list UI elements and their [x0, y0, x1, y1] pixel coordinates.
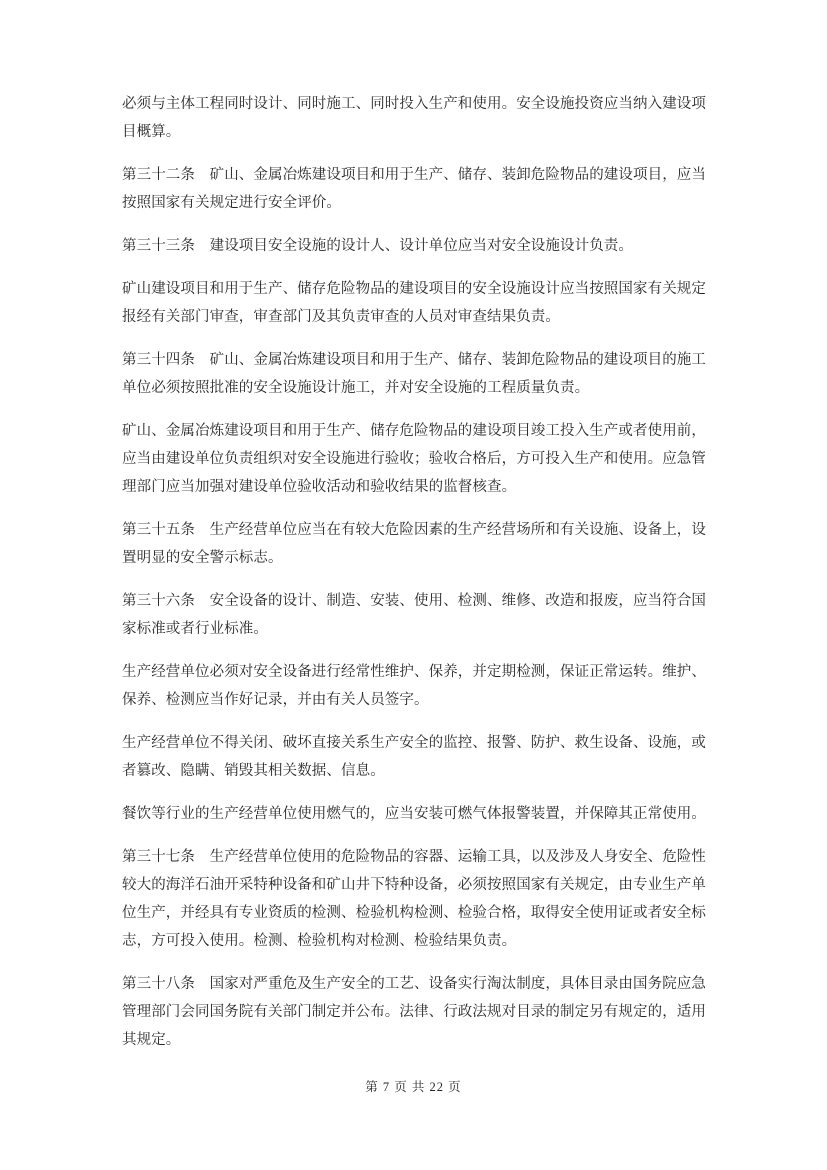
article-35: 第三十五条 生产经营单位应当在有较大危险因素的生产经营场所和有关设施、设备上，设置明显的安全警示标志。	[122, 522, 706, 566]
article-33-para-2: 矿山建设项目和用于生产、储存危险物品的建设项目的安全设施设计应当按照国家有关规定报经有关部门审查，审查部门及其负责审查的人员对审查结果负责。	[122, 281, 706, 325]
article-34: 第三十四条 矿山、金属冶炼建设项目和用于生产、储存、装卸危险物品的建设项目的施工单位必须按照批准的安全设施设计施工，并对安全设施的工程质量负责。	[122, 352, 706, 396]
document-body	[122, 90, 706, 1069]
article-36: 第三十六条 安全设备的设计、制造、安装、使用、检测、维修、改造和报废，应当符合国家标准或者行业标准。	[122, 593, 706, 637]
article-34-para-2: 矿山、金属冶炼建设项目和用于生产、储存危险物品的建设项目竣工投入生产或者使用前，应当由建设单位负责组织对安全设施进行验收；验收合格后，方可投入生产和使用。应急管理部门应当加强对建设单位验收活动和验收结果的监督核查。	[122, 423, 706, 495]
article-36-para-2: 生产经营单位必须对安全设备进行经常性维护、保养，并定期检测，保证正常运转。维护、保养、检测应当作好记录，并由有关人员签字。	[122, 664, 706, 708]
article-33: 第三十三条 建设项目安全设施的设计人、设计单位应当对安全设施设计负责。	[122, 238, 633, 254]
page-footer: 第 7 页 共 22 页	[365, 1080, 462, 1094]
article-37: 第三十七条 生产经营单位使用的危险物品的容器、运输工具，以及涉及人身安全、危险性较大的海洋石油开采特种设备和矿山井下特种设备，必须按照国家有关规定，由专业生产单位生产，并经具有专业资质的检测、检验机构检测、检验合格，取得安全使用证或者安全标志，方可投入使用。检测、检验机构对检测、检验结果负责。	[122, 849, 706, 949]
article-38: 第三十八条 国家对严重危及生产安全的工艺、设备实行淘汰制度，具体目录由国务院应急管理部门会同国务院有关部门制定并公布。法律、行政法规对目录的制定另有规定的，适用其规定。	[122, 976, 706, 1048]
article-36-para-4: 餐饮等行业的生产经营单位使用燃气的，应当安装可燃气体报警装置，并保障其正常使用。	[122, 806, 706, 822]
article-36-para-3: 生产经营单位不得关闭、破坏直接关系生产安全的监控、报警、防护、救生设备、设施，或者篡改、隐瞒、销毁其相关数据、信息。	[122, 735, 706, 779]
article-32: 第三十二条 矿山、金属冶炼建设项目和用于生产、储存、装卸危险物品的建设项目，应当按照国家有关规定进行安全评价。	[122, 167, 706, 211]
paragraph-continuation: 必须与主体工程同时设计、同时施工、同时投入生产和使用。安全设施投资应当纳入建设项目概算。	[122, 96, 706, 140]
